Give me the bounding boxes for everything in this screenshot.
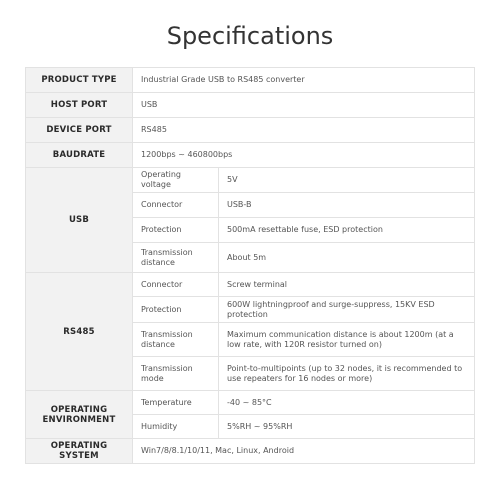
env-key-temperature: Temperature <box>133 391 219 415</box>
usb-value-operating-voltage: 5V <box>219 168 475 193</box>
row-label-baudrate: BAUDRATE <box>26 143 133 168</box>
group-label-rs485: RS485 <box>26 273 133 391</box>
table-row <box>26 168 475 193</box>
env-value-humidity: 5%RH ~ 95%RH <box>219 415 475 439</box>
row-value-host-port: USB <box>133 93 475 118</box>
row-value-device-port: RS485 <box>133 118 475 143</box>
usb-key-transmission-distance: Transmission distance <box>133 243 219 273</box>
group-label-operating-environment: OPERATING ENVIRONMENT <box>26 391 133 439</box>
page-title: Specifications <box>166 22 334 50</box>
usb-key-connector: Connector <box>133 193 219 218</box>
table-row <box>26 93 475 118</box>
table-row <box>26 118 475 143</box>
table-row <box>26 68 475 93</box>
rs485-value-transmission-distance: Maximum communication distance is about 1200m (at a low rate, with 120R resistor turned on) <box>219 323 475 357</box>
usb-value-protection: 500mA resettable fuse, ESD protection <box>219 218 475 243</box>
rs485-value-connector: Screw terminal <box>219 273 475 297</box>
table-row <box>26 143 475 168</box>
row-label-operating-system: OPERATING SYSTEM <box>26 439 133 464</box>
row-label-host-port: HOST PORT <box>26 93 133 118</box>
env-value-temperature: -40 ~ 85°C <box>219 391 475 415</box>
row-value-operating-system: Win7/8/8.1/10/11, Mac, Linux, Android <box>133 439 475 464</box>
table-row <box>26 273 475 297</box>
rs485-key-transmission-distance: Transmission distance <box>133 323 219 357</box>
row-value-baudrate: 1200bps ~ 460800bps <box>133 143 475 168</box>
specifications-table <box>25 67 475 464</box>
rs485-value-transmission-mode: Point-to-multipoints (up to 32 nodes, it is recommended to use repeaters for 16 nodes or more) <box>219 357 475 391</box>
rs485-key-protection: Protection <box>133 297 219 323</box>
row-value-product-type: Industrial Grade USB to RS485 converter <box>133 68 475 93</box>
rs485-key-transmission-mode: Transmission mode <box>133 357 219 391</box>
usb-value-transmission-distance: About 5m <box>219 243 475 273</box>
usb-key-protection: Protection <box>133 218 219 243</box>
usb-key-operating-voltage: Operating voltage <box>133 168 219 193</box>
rs485-value-protection: 600W lightningproof and surge-suppress, 15KV ESD protection <box>219 297 475 323</box>
table-row <box>26 391 475 415</box>
env-key-humidity: Humidity <box>133 415 219 439</box>
rs485-key-connector: Connector <box>133 273 219 297</box>
usb-value-connector: USB-B <box>219 193 475 218</box>
table-row <box>26 439 475 464</box>
row-label-product-type: PRODUCT TYPE <box>26 68 133 93</box>
row-label-device-port: DEVICE PORT <box>26 118 133 143</box>
group-label-usb: USB <box>26 168 133 273</box>
